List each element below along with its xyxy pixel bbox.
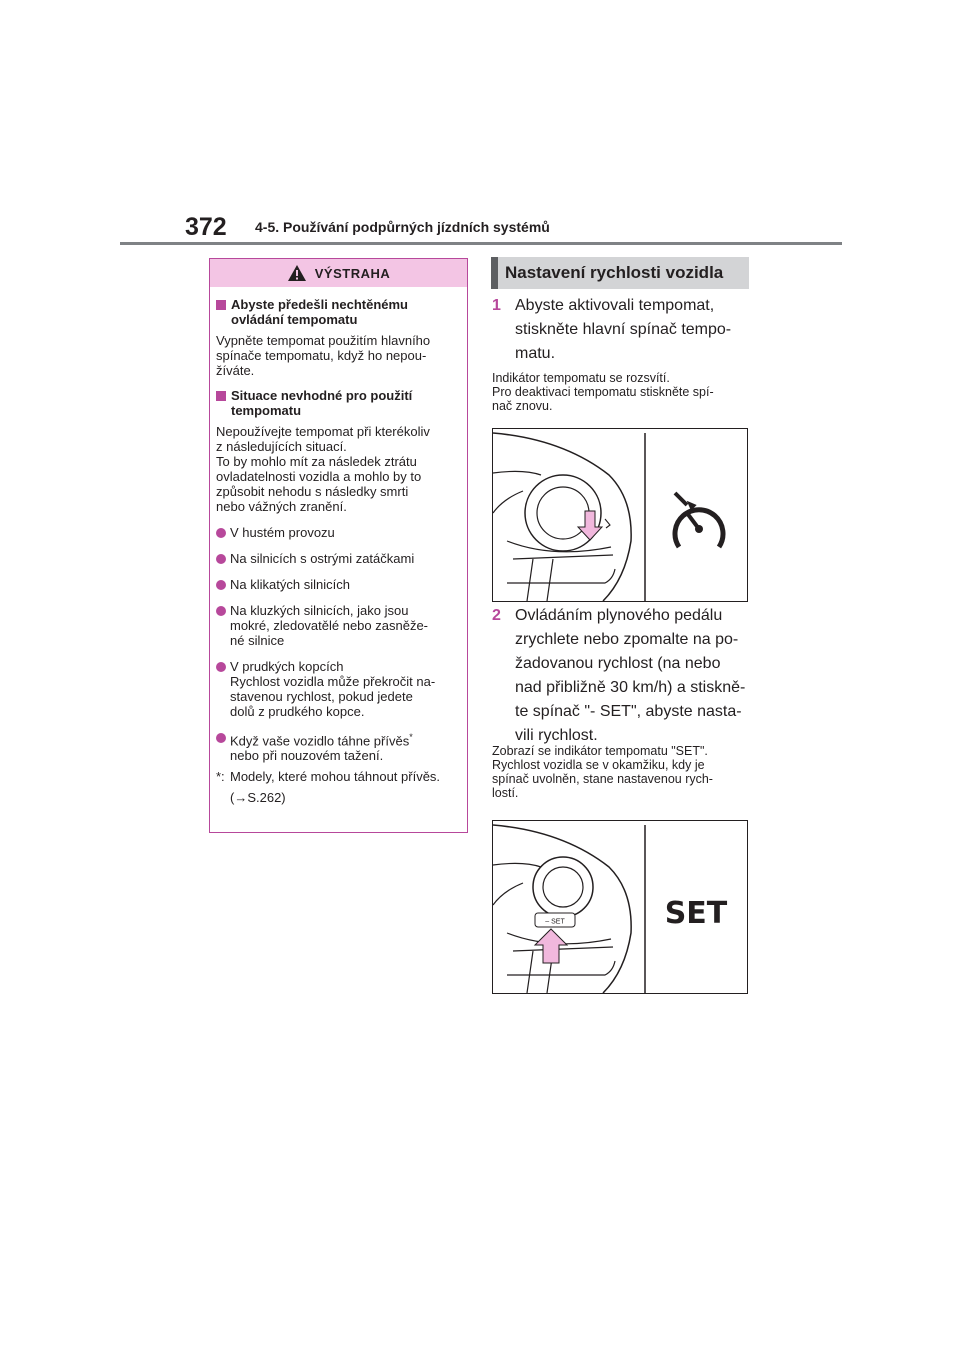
warning-bullet: V prudkých kopcích Rychlost vozidla může překročit na- stavenou rychlost, pokud jedete dolů z prudkého kopce. — [216, 659, 461, 719]
step-number: 2 — [492, 607, 501, 624]
round-bullet-icon — [216, 580, 226, 590]
footnote-mark: *: — [216, 769, 225, 785]
square-bullet-icon — [216, 391, 226, 401]
square-bullet-icon — [216, 300, 226, 310]
footnote-marker: * — [409, 732, 413, 742]
round-bullet-icon — [216, 554, 226, 564]
round-bullet-icon — [216, 662, 226, 672]
steering-switch-illustration — [493, 429, 747, 601]
warning-header — [210, 259, 467, 287]
figure-main-switch — [492, 428, 748, 602]
warning-section-heading: Situace nevhodné pro použití tempomatu — [216, 388, 461, 418]
warning-triangle-icon — [287, 264, 307, 282]
page-number: 372 — [185, 213, 227, 241]
set-indicator: SET — [664, 896, 728, 931]
step-2-note: Zobrazí se indikátor tempomatu "SET". Rychlost vozidla se v okamžiku, kdy je spínač uvolněn, stane nastavenou rych- lostí. — [492, 744, 713, 800]
step-text: Abyste aktivovali tempomat, stiskněte hlavní spínač tempo- matu. — [515, 297, 732, 362]
warning-section-text: Nepoužívejte tempomat při kterékoliv z následujících situací. To by mohlo mít za následek ztrátu ovladatelnosti vozidla a mohlo by to způsobit nehodu s následky smrti nebo vážných zranění. — [216, 424, 430, 514]
warning-bullet: Na kluzkých silnicích, jako jsou mokré, zledovatělé nebo zasněže- né silnice — [216, 603, 461, 648]
warning-bullet: V hustém provozu — [216, 525, 461, 540]
section-title: 4-5. Používání podpůrných jízdních systémů — [255, 219, 550, 235]
warning-body — [210, 287, 467, 805]
set-switch-illustration — [493, 821, 747, 993]
warning-bullet-towing: Když vaše vozidlo táhne přívěs* nebo při nouzovém tažení. — [216, 730, 461, 763]
step-1-note: Indikátor tempomatu se rozsvítí. Pro deaktivaci tempomatu stiskněte spí- nač znovu. — [492, 371, 714, 413]
warning-bullet: Na silnicích s ostrými zatáčkami — [216, 551, 461, 566]
header-divider — [120, 242, 842, 245]
round-bullet-icon — [216, 606, 226, 616]
cruise-control-indicator-icon — [675, 493, 723, 547]
section-heading: Nastavení rychlosti vozidla — [505, 263, 724, 282]
set-switch-label: – SET — [545, 918, 565, 926]
section-heading-bar — [491, 257, 749, 289]
figure-set-switch — [492, 820, 748, 994]
step-number: 1 — [492, 297, 501, 314]
step-1 — [492, 294, 752, 366]
step-text: Ovládáním plynového pedálu zrychlete nebo zpomalte na po- žadovanou rychlost (na nebo nad přibližně 30 km/h) a stiskně- te spínač "- SET", abyste nasta- vili rychlost. — [515, 607, 746, 744]
page-reference-link[interactable]: (→S.262) — [230, 790, 286, 806]
heading-accent — [491, 257, 498, 289]
footnote-text: Modely, které mohou táhnout přívěs. — [230, 769, 441, 785]
step-2 — [492, 604, 752, 748]
round-bullet-icon — [216, 528, 226, 538]
warning-section-text: Vypněte tempomat použitím hlavního spínače tempomatu, když ho nepou- žíváte. — [216, 333, 431, 378]
round-bullet-icon — [216, 733, 226, 743]
warning-box — [209, 258, 468, 833]
footnote — [216, 769, 461, 784]
warning-bullet: Na klikatých silnicích — [216, 577, 461, 592]
warning-section-heading: Abyste předešli nechtěnému ovládání tempomatu — [216, 297, 461, 327]
warning-title: VÝSTRAHA — [314, 265, 391, 281]
